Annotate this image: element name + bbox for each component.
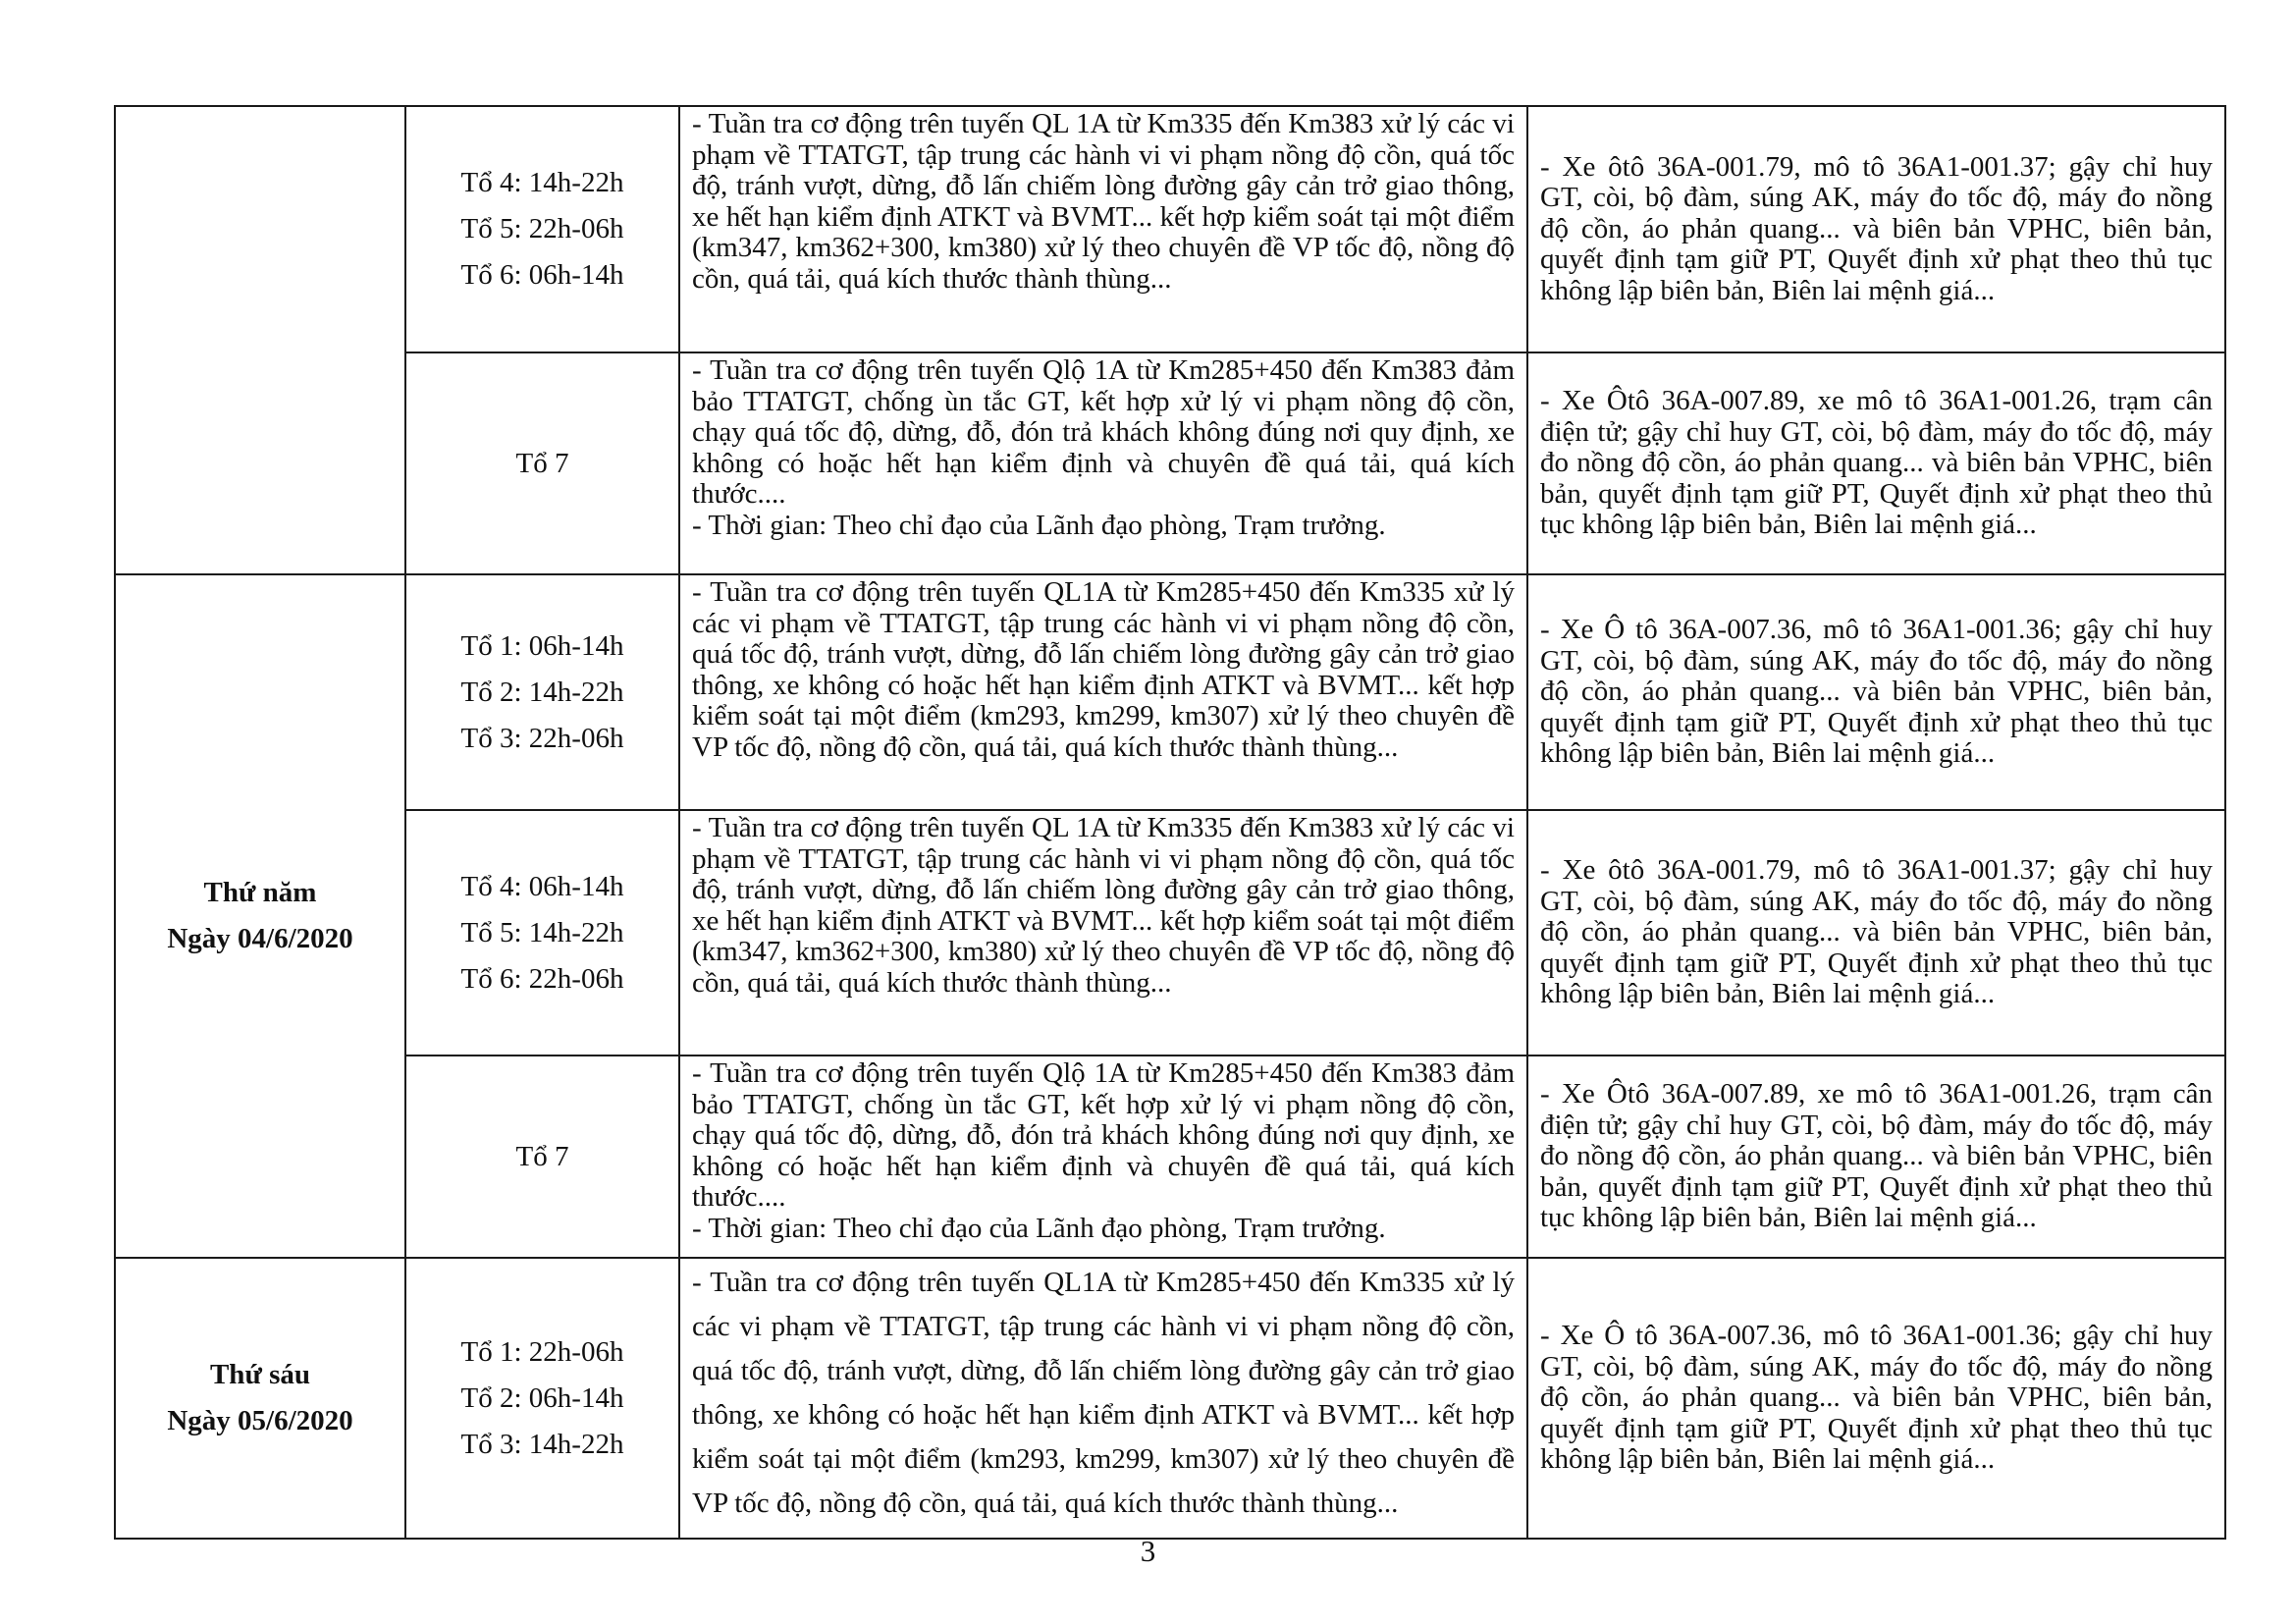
task-cell <box>679 1258 1527 1539</box>
day-cell-continued <box>115 106 405 574</box>
table-row <box>115 106 2225 352</box>
equipment-cell <box>1527 106 2225 352</box>
task-description: - Tuần tra cơ động trên tuyến QL1A từ Km285+450 đến Km335 xử lý các vi phạm về TTATGT, tập trung các hành vi vi phạm nồng độ cồn, quá tốc độ, tránh vượt, dừng, đỗ lấn chiếm lòng đường gây cản trở giao thông, xe không có hoặc hết hạn kiểm định ATKT và BVMT... kết hợp kiểm soát tại một điểm (km293, km299, km307) xử lý theo chuyên đề VP tốc độ, nồng độ cồn, quá tải, quá kích thước thành thùng... <box>692 1267 1515 1519</box>
table-row <box>115 574 2225 810</box>
schedule-table <box>114 105 2226 1540</box>
day-cell <box>115 1258 405 1539</box>
task-description: - Tuần tra cơ động trên tuyến Qlộ 1A từ Km285+450 đến Km383 đảm bảo TTATGT, chống ùn tắc GT, kết hợp xử lý vi phạm nồng độ cồn, chạy quá tốc độ, dừng, đỗ, đón trả khách không đúng nơi quy định, xe không có hoặc hết hạn kiểm định và chuyên đề quá tải, quá kích thước.... <box>692 354 1515 510</box>
task-time: - Thời gian: Theo chỉ đạo của Lãnh đạo phòng, Trạm trưởng. <box>692 509 1386 541</box>
equipment-cell <box>1527 810 2225 1056</box>
equipment-description: - Xe ôtô 36A-001.79, mô tô 36A1-001.37; gậy chỉ huy GT, còi, bộ đàm, súng AK, máy đo tốc độ, máy đo nồng độ cồn, áo phản quang... và biên bản VPHC, biên bản, quyết định tạm giữ PT, Quyết định xử phạt theo thủ tục không lập biên bản, Biên lai mệnh giá... <box>1540 854 2213 1010</box>
shift-label: Tổ 1: 22h-06h <box>460 1335 624 1368</box>
equipment-description: - Xe Ôtô 36A-007.89, xe mô tô 36A1-001.26, trạm cân điện tử; gậy chỉ huy GT, còi, bộ đàm, máy đo tốc độ, máy đo nồng độ cồn, áo phản quang... và biên bản VPHC, biên bản, quyết định tạm giữ PT, Quyết định xử phạt theo thủ tục không lập biên bản, Biên lai mệnh giá... <box>1540 385 2213 541</box>
weekday-label: Thứ sáu <box>209 1359 311 1390</box>
shift-label: Tổ 3: 22h-06h <box>460 722 624 754</box>
task-time: - Thời gian: Theo chỉ đạo của Lãnh đạo phòng, Trạm trưởng. <box>692 1212 1386 1244</box>
equipment-cell <box>1527 1258 2225 1539</box>
team-cell <box>405 106 679 352</box>
task-cell <box>679 106 1527 352</box>
shift-label: Tổ 2: 14h-22h <box>460 676 624 708</box>
shift-label: Tổ 3: 14h-22h <box>460 1428 624 1460</box>
task-cell <box>679 352 1527 574</box>
shift-label: Tổ 6: 06h-14h <box>460 259 624 291</box>
shift-label: Tổ 4: 14h-22h <box>460 167 624 198</box>
equipment-cell <box>1527 352 2225 574</box>
task-description: - Tuần tra cơ động trên tuyến Qlộ 1A từ Km285+450 đến Km383 đảm bảo TTATGT, chống ùn tắc GT, kết hợp xử lý vi phạm nồng độ cồn, chạy quá tốc độ, dừng, đỗ, đón trả khách không đúng nơi quy định, xe không có hoặc hết hạn kiểm định và chuyên đề quá tải, quá kích thước.... <box>692 1057 1515 1213</box>
task-cell <box>679 1056 1527 1258</box>
table-row <box>115 810 2225 1056</box>
team-cell <box>405 1056 679 1258</box>
shift-label: Tổ 5: 22h-06h <box>460 213 624 244</box>
equipment-description: - Xe ôtô 36A-001.79, mô tô 36A1-001.37; gậy chỉ huy GT, còi, bộ đàm, súng AK, máy đo tốc độ, máy đo nồng độ cồn, áo phản quang... và biên bản VPHC, biên bản, quyết định tạm giữ PT, Quyết định xử phạt theo thủ tục không lập biên bản, Biên lai mệnh giá... <box>1540 150 2213 306</box>
shift-label: Tổ 7 <box>515 1140 569 1172</box>
day-cell <box>115 574 405 1258</box>
task-description: - Tuần tra cơ động trên tuyến QL 1A từ Km335 đến Km383 xử lý các vi phạm về TTATGT, tập trung các hành vi vi phạm nồng độ cồn, quá tốc độ, tránh vượt, dừng, đỗ lấn chiếm lòng đường gây cản trở giao thông, xe hết hạn kiểm định ATKT và BVMT... kết hợp kiểm soát tại một điểm (km347, km362+300, km380) xử lý theo chuyên đề VP tốc độ, nồng độ cồn, quá tải, quá kích thước thành thùng... <box>692 812 1515 999</box>
equipment-cell <box>1527 1056 2225 1258</box>
shift-label: Tổ 4: 06h-14h <box>460 870 624 902</box>
equipment-description: - Xe Ô tô 36A-007.36, mô tô 36A1-001.36; gậy chỉ huy GT, còi, bộ đàm, súng AK, máy đo tốc độ, máy đo nồng độ cồn, áo phản quang... và biên bản VPHC, biên bản, quyết định tạm giữ PT, Quyết định xử phạt theo thủ tục không lập biên bản, Biên lai mệnh giá... <box>1540 614 2213 770</box>
equipment-description: - Xe Ôtô 36A-007.89, xe mô tô 36A1-001.26, trạm cân điện tử; gậy chỉ huy GT, còi, bộ đàm, máy đo tốc độ, máy đo nồng độ cồn, áo phản quang... và biên bản VPHC, biên bản, quyết định tạm giữ PT, Quyết định xử phạt theo thủ tục không lập biên bản, Biên lai mệnh giá... <box>1540 1078 2213 1234</box>
shift-label: Tổ 6: 22h-06h <box>460 962 624 995</box>
team-cell <box>405 352 679 574</box>
weekday-label: Thứ năm <box>203 877 317 908</box>
table-row <box>115 1056 2225 1258</box>
date-label: Ngày 05/6/2020 <box>167 1405 353 1436</box>
shift-label: Tổ 7 <box>515 447 569 479</box>
team-cell <box>405 574 679 810</box>
task-description: - Tuần tra cơ động trên tuyến QL1A từ Km285+450 đến Km335 xử lý các vi phạm về TTATGT, tập trung các hành vi vi phạm nồng độ cồn, quá tốc độ, tránh vượt, dừng, đỗ lấn chiếm lòng đường gây cản trở giao thông, xe không có hoặc hết hạn kiểm định ATKT và BVMT... kết hợp kiểm soát tại một điểm (km293, km299, km307) xử lý theo chuyên đề VP tốc độ, nồng độ cồn, quá tải, quá kích thước thành thùng... <box>692 576 1515 763</box>
team-cell <box>405 810 679 1056</box>
shift-label: Tổ 5: 14h-22h <box>460 916 624 948</box>
team-cell <box>405 1258 679 1539</box>
task-cell <box>679 574 1527 810</box>
table-row <box>115 352 2225 574</box>
page-number: 3 <box>1140 1534 1156 1568</box>
shift-label: Tổ 1: 06h-14h <box>460 629 624 662</box>
task-cell <box>679 810 1527 1056</box>
date-label: Ngày 04/6/2020 <box>167 923 353 954</box>
table-row <box>115 1258 2225 1539</box>
shift-label: Tổ 2: 06h-14h <box>460 1381 624 1414</box>
equipment-description: - Xe Ô tô 36A-007.36, mô tô 36A1-001.36; gậy chỉ huy GT, còi, bộ đàm, súng AK, máy đo tốc độ, máy đo nồng độ cồn, áo phản quang... và biên bản VPHC, biên bản, quyết định tạm giữ PT, Quyết định xử phạt theo thủ tục không lập biên bản, Biên lai mệnh giá... <box>1540 1320 2213 1476</box>
equipment-cell <box>1527 574 2225 810</box>
task-description: - Tuần tra cơ động trên tuyến QL 1A từ Km335 đến Km383 xử lý các vi phạm về TTATGT, tập trung các hành vi vi phạm nồng độ cồn, quá tốc độ, tránh vượt, dừng, đỗ lấn chiếm lòng đường gây cản trở giao thông, xe hết hạn kiểm định ATKT và BVMT... kết hợp kiểm soát tại một điểm (km347, km362+300, km380) xử lý theo chuyên đề VP tốc độ, nồng độ cồn, quá tải, quá kích thước thành thùng... <box>692 108 1515 295</box>
